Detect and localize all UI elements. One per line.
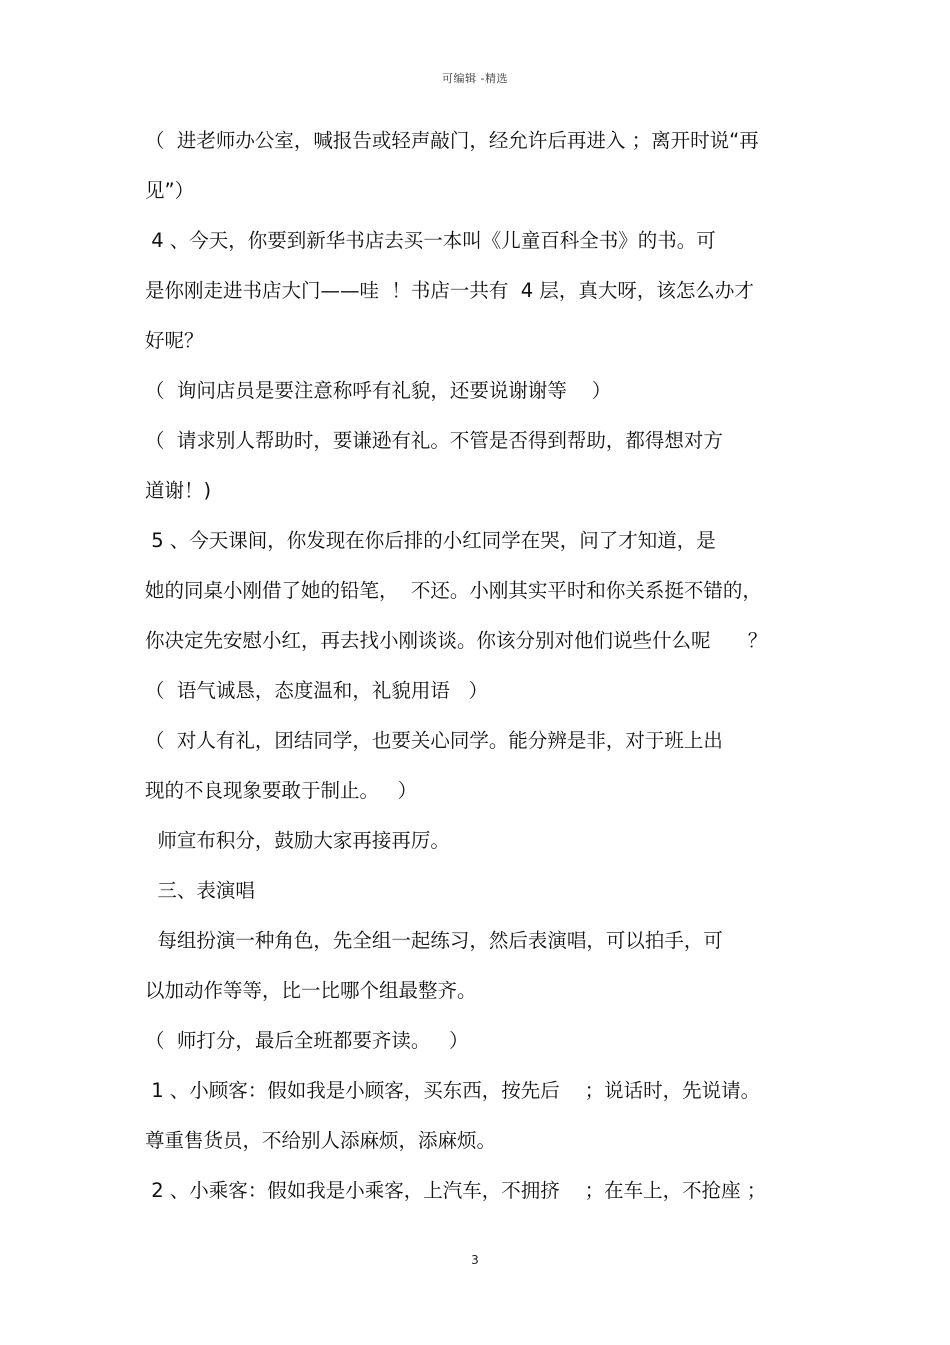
text-line: （ 师打分，最后全班都要齐读。 ） <box>145 1029 469 1052</box>
text-line: 2 、小乘客：假如我是小乘客，上汽车，不拥挤 ；在车上，不抢座 ； <box>145 1179 767 1202</box>
text-line: 现的不良现象要敢于制止。 ） <box>145 779 418 802</box>
text-line: 师宣布积分，鼓励大家再接再厉。 <box>145 829 450 852</box>
text-line: 她的同桌小刚借了她的铅笔， 不还。小刚其实平时和你关系挺不错的， <box>145 579 762 602</box>
text-line: 尊重售货员，不给别人添麻烦，添麻烦。 <box>145 1129 497 1152</box>
text-line: （ 进老师办公室，喊报告或轻声敲门，经允许后再进入 ；离开时说“再 <box>145 129 759 152</box>
text-line: 好呢？ <box>145 329 204 352</box>
text-line: （ 询问店员是要注意称呼有礼貌，还要说谢谢等 ） <box>145 379 612 402</box>
text-line: 见”） <box>145 179 195 202</box>
text-line: （ 语气诚恳，态度温和，礼貌用语 ） <box>145 679 488 702</box>
text-line: （ 请求别人帮助时，要谦逊有礼。不管是否得到帮助，都得想对方 <box>145 429 723 452</box>
text-line: 1 、小顾客：假如我是小顾客，买东西，按先后 ；说话时，先说请。 <box>145 1079 761 1102</box>
section-heading: 三、表演唱 <box>145 879 255 902</box>
text-line: 5 、今天课间，你发现在你后排的小红同学在哭，问了才知道，是 <box>145 529 716 552</box>
page-number: 3 <box>471 1253 479 1267</box>
text-line: 是你刚走进书店大门——哇 ！书店一共有 4 层，真大呀，该怎么办才 <box>145 279 754 302</box>
text-line: 以加动作等等，比一比哪个组最整齐。 <box>145 979 477 1002</box>
text-line: 4 、今天，你要到新华书店去买一本叫《儿童百科全书》的书。可 <box>145 229 716 252</box>
page-header: 可编辑 -精选 <box>442 72 508 85</box>
text-line: 你决定先安慰小红，再去找小刚谈谈。你该分别对他们说些什么呢 ？ <box>145 629 768 652</box>
text-line: 每组扮演一种角色，先全组一起练习，然后表演唱，可以拍手，可 <box>145 929 723 952</box>
text-line: 道谢！) <box>145 479 212 502</box>
text-line: （ 对人有礼，团结同学，也要关心同学。能分辨是非，对于班上出 <box>145 729 723 752</box>
